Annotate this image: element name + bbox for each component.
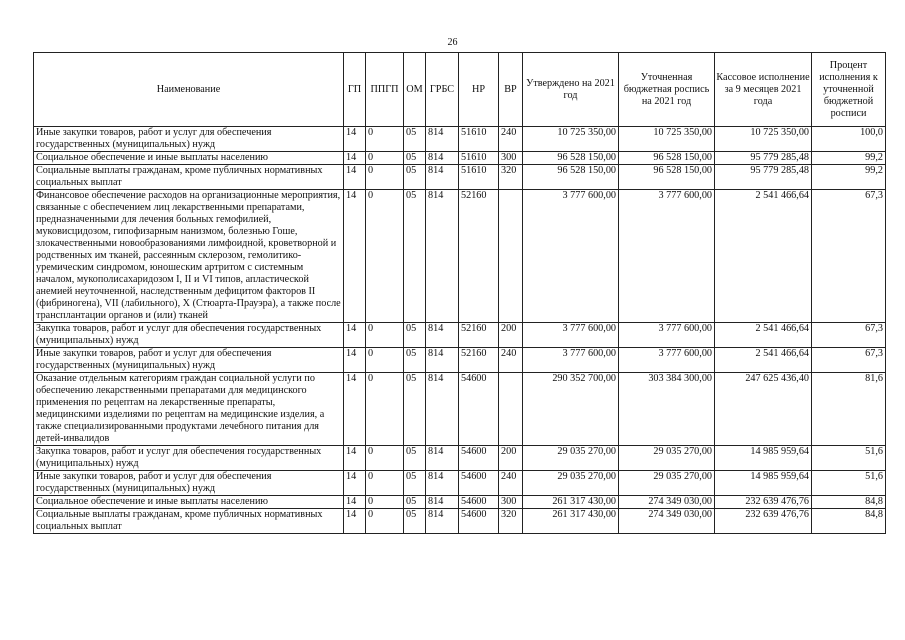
cell-percent: 67,3: [812, 348, 886, 373]
cell-percent: 99,2: [812, 165, 886, 190]
cell-refined: 29 035 270,00: [619, 471, 715, 496]
cell-gp: 14: [344, 190, 366, 323]
cell-om: 05: [404, 509, 426, 534]
header-approved: Утверждено на 2021 год: [523, 53, 619, 127]
cell-percent: 51,6: [812, 446, 886, 471]
cell-name: Закупка товаров, работ и услуг для обеспечения государственных (муниципальных) нужд: [34, 323, 344, 348]
cell-approved: 3 777 600,00: [523, 190, 619, 323]
cell-ppgp: 0: [366, 373, 404, 446]
cell-cash: 95 779 285,48: [715, 152, 812, 165]
header-grbs: ГРБС: [426, 53, 459, 127]
cell-cash: 14 985 959,64: [715, 471, 812, 496]
cell-percent: 99,2: [812, 152, 886, 165]
cell-vr: 300: [499, 152, 523, 165]
cell-approved: 96 528 150,00: [523, 165, 619, 190]
header-gp: ГП: [344, 53, 366, 127]
cell-np: 54600: [459, 446, 499, 471]
cell-ppgp: 0: [366, 496, 404, 509]
cell-cash: 232 639 476,76: [715, 509, 812, 534]
cell-name: Социальное обеспечение и иные выплаты населению: [34, 496, 344, 509]
cell-np: 54600: [459, 496, 499, 509]
cell-ppgp: 0: [366, 152, 404, 165]
cell-percent: 51,6: [812, 471, 886, 496]
table-row: [34, 509, 886, 534]
table-row: [34, 496, 886, 509]
cell-om: 05: [404, 152, 426, 165]
cell-vr: [499, 373, 523, 446]
cell-ppgp: 0: [366, 509, 404, 534]
header-percent: Процент исполнения к уточненной бюджетной росписи: [812, 53, 886, 127]
cell-refined: 29 035 270,00: [619, 446, 715, 471]
cell-ppgp: 0: [366, 348, 404, 373]
cell-vr: 200: [499, 446, 523, 471]
cell-name: Иные закупки товаров, работ и услуг для обеспечения государственных (муниципальных) нужд: [34, 127, 344, 152]
cell-percent: 84,8: [812, 496, 886, 509]
cell-name: Иные закупки товаров, работ и услуг для обеспечения государственных (муниципальных) нужд: [34, 348, 344, 373]
cell-refined: 3 777 600,00: [619, 348, 715, 373]
cell-percent: 100,0: [812, 127, 886, 152]
cell-approved: 3 777 600,00: [523, 348, 619, 373]
cell-np: 52160: [459, 323, 499, 348]
cell-gp: 14: [344, 509, 366, 534]
header-vr: ВР: [499, 53, 523, 127]
cell-ppgp: 0: [366, 127, 404, 152]
cell-cash: 14 985 959,64: [715, 446, 812, 471]
cell-approved: 3 777 600,00: [523, 323, 619, 348]
cell-cash: 232 639 476,76: [715, 496, 812, 509]
cell-grbs: 814: [426, 373, 459, 446]
cell-approved: 96 528 150,00: [523, 152, 619, 165]
table-row: [34, 152, 886, 165]
table-row: [34, 446, 886, 471]
header-np: НР: [459, 53, 499, 127]
table-row: [34, 373, 886, 446]
cell-approved: 261 317 430,00: [523, 509, 619, 534]
cell-refined: 10 725 350,00: [619, 127, 715, 152]
cell-cash: 2 541 466,64: [715, 348, 812, 373]
cell-om: 05: [404, 190, 426, 323]
cell-om: 05: [404, 165, 426, 190]
cell-np: 51610: [459, 165, 499, 190]
cell-percent: 67,3: [812, 323, 886, 348]
cell-gp: 14: [344, 127, 366, 152]
cell-vr: 320: [499, 509, 523, 534]
cell-refined: 274 349 030,00: [619, 509, 715, 534]
header-refined: Уточненная бюджетная роспись на 2021 год: [619, 53, 715, 127]
cell-refined: 96 528 150,00: [619, 165, 715, 190]
table-header-row: [34, 53, 886, 127]
cell-grbs: 814: [426, 127, 459, 152]
cell-vr: 240: [499, 348, 523, 373]
cell-approved: 10 725 350,00: [523, 127, 619, 152]
cell-vr: 200: [499, 323, 523, 348]
cell-approved: 261 317 430,00: [523, 496, 619, 509]
cell-percent: 81,6: [812, 373, 886, 446]
table-row: [34, 471, 886, 496]
cell-gp: 14: [344, 348, 366, 373]
cell-approved: 29 035 270,00: [523, 446, 619, 471]
cell-cash: 2 541 466,64: [715, 190, 812, 323]
cell-grbs: 814: [426, 496, 459, 509]
cell-gp: 14: [344, 152, 366, 165]
table-body: [34, 127, 886, 534]
cell-ppgp: 0: [366, 446, 404, 471]
cell-name: Иные закупки товаров, работ и услуг для обеспечения государственных (муниципальных) нужд: [34, 471, 344, 496]
cell-refined: 96 528 150,00: [619, 152, 715, 165]
cell-np: 51610: [459, 127, 499, 152]
cell-om: 05: [404, 471, 426, 496]
cell-grbs: 814: [426, 348, 459, 373]
cell-refined: 3 777 600,00: [619, 323, 715, 348]
header-ppgp: ППГП: [366, 53, 404, 127]
cell-ppgp: 0: [366, 323, 404, 348]
cell-grbs: 814: [426, 446, 459, 471]
cell-cash: 10 725 350,00: [715, 127, 812, 152]
header-cash: Кассовое исполнение за 9 месяцев 2021 года: [715, 53, 812, 127]
cell-om: 05: [404, 127, 426, 152]
cell-percent: 84,8: [812, 509, 886, 534]
cell-vr: 320: [499, 165, 523, 190]
cell-name: Социальные выплаты гражданам, кроме публичных нормативных социальных выплат: [34, 509, 344, 534]
cell-percent: 67,3: [812, 190, 886, 323]
cell-np: 54600: [459, 509, 499, 534]
cell-vr: 240: [499, 127, 523, 152]
table-row: [34, 348, 886, 373]
cell-np: 54600: [459, 373, 499, 446]
cell-gp: 14: [344, 496, 366, 509]
budget-execution-table: [33, 52, 886, 534]
cell-np: 52160: [459, 348, 499, 373]
cell-cash: 247 625 436,40: [715, 373, 812, 446]
table-row: [34, 165, 886, 190]
cell-gp: 14: [344, 373, 366, 446]
cell-name: Оказание отдельным категориям граждан социальной услуги по обеспечению лекарственными препаратами для медицинского применения по рецептам на лекарственные препараты, медицинскими изделиями по рецептам на медицинские изделия, а также специализированными продуктами лечебного питания для детей-инвалидов: [34, 373, 344, 446]
cell-refined: 3 777 600,00: [619, 190, 715, 323]
cell-np: 54600: [459, 471, 499, 496]
cell-om: 05: [404, 496, 426, 509]
cell-gp: 14: [344, 323, 366, 348]
cell-grbs: 814: [426, 165, 459, 190]
cell-grbs: 814: [426, 471, 459, 496]
cell-name: Социальные выплаты гражданам, кроме публичных нормативных социальных выплат: [34, 165, 344, 190]
table-row: [34, 323, 886, 348]
cell-approved: 29 035 270,00: [523, 471, 619, 496]
cell-ppgp: 0: [366, 471, 404, 496]
cell-vr: [499, 190, 523, 323]
cell-om: 05: [404, 323, 426, 348]
table-row: [34, 127, 886, 152]
cell-np: 52160: [459, 190, 499, 323]
cell-om: 05: [404, 446, 426, 471]
cell-approved: 290 352 700,00: [523, 373, 619, 446]
page-number: 26: [447, 37, 458, 48]
cell-gp: 14: [344, 446, 366, 471]
cell-om: 05: [404, 373, 426, 446]
cell-grbs: 814: [426, 190, 459, 323]
cell-grbs: 814: [426, 152, 459, 165]
cell-np: 51610: [459, 152, 499, 165]
header-om: ОМ: [404, 53, 426, 127]
cell-cash: 95 779 285,48: [715, 165, 812, 190]
cell-ppgp: 0: [366, 190, 404, 323]
cell-gp: 14: [344, 165, 366, 190]
cell-om: 05: [404, 348, 426, 373]
cell-grbs: 814: [426, 509, 459, 534]
cell-name: Закупка товаров, работ и услуг для обеспечения государственных (муниципальных) нужд: [34, 446, 344, 471]
cell-refined: 274 349 030,00: [619, 496, 715, 509]
cell-vr: 240: [499, 471, 523, 496]
cell-name: Финансовое обеспечение расходов на организационные мероприятия, связанные с обеспечением лиц лекарственными препаратами, предназначенными для лечения больных гемофилией, муковисцидозом, гипофизарным нанизмом, болезнью Гоше, злокачественными новообразованиями лимфоидной, кроветворной и родственных им тканей, рассеянным склерозом, гемолитико-уремическим синдромом, юношеским артритом с системным началом, мукополисахаридозом I, II и VI типов, апластической анемией неуточненной, наследственным дефицитом факторов II (фибриногена), VII (лабильного), X (Стюарта-Прауэра), а также после трансплантации органов и (или) тканей: [34, 190, 344, 323]
cell-refined: 303 384 300,00: [619, 373, 715, 446]
cell-ppgp: 0: [366, 165, 404, 190]
cell-vr: 300: [499, 496, 523, 509]
header-name: Наименование: [34, 53, 344, 127]
cell-gp: 14: [344, 471, 366, 496]
cell-cash: 2 541 466,64: [715, 323, 812, 348]
table-row: [34, 190, 886, 323]
cell-name: Социальное обеспечение и иные выплаты населению: [34, 152, 344, 165]
cell-grbs: 814: [426, 323, 459, 348]
